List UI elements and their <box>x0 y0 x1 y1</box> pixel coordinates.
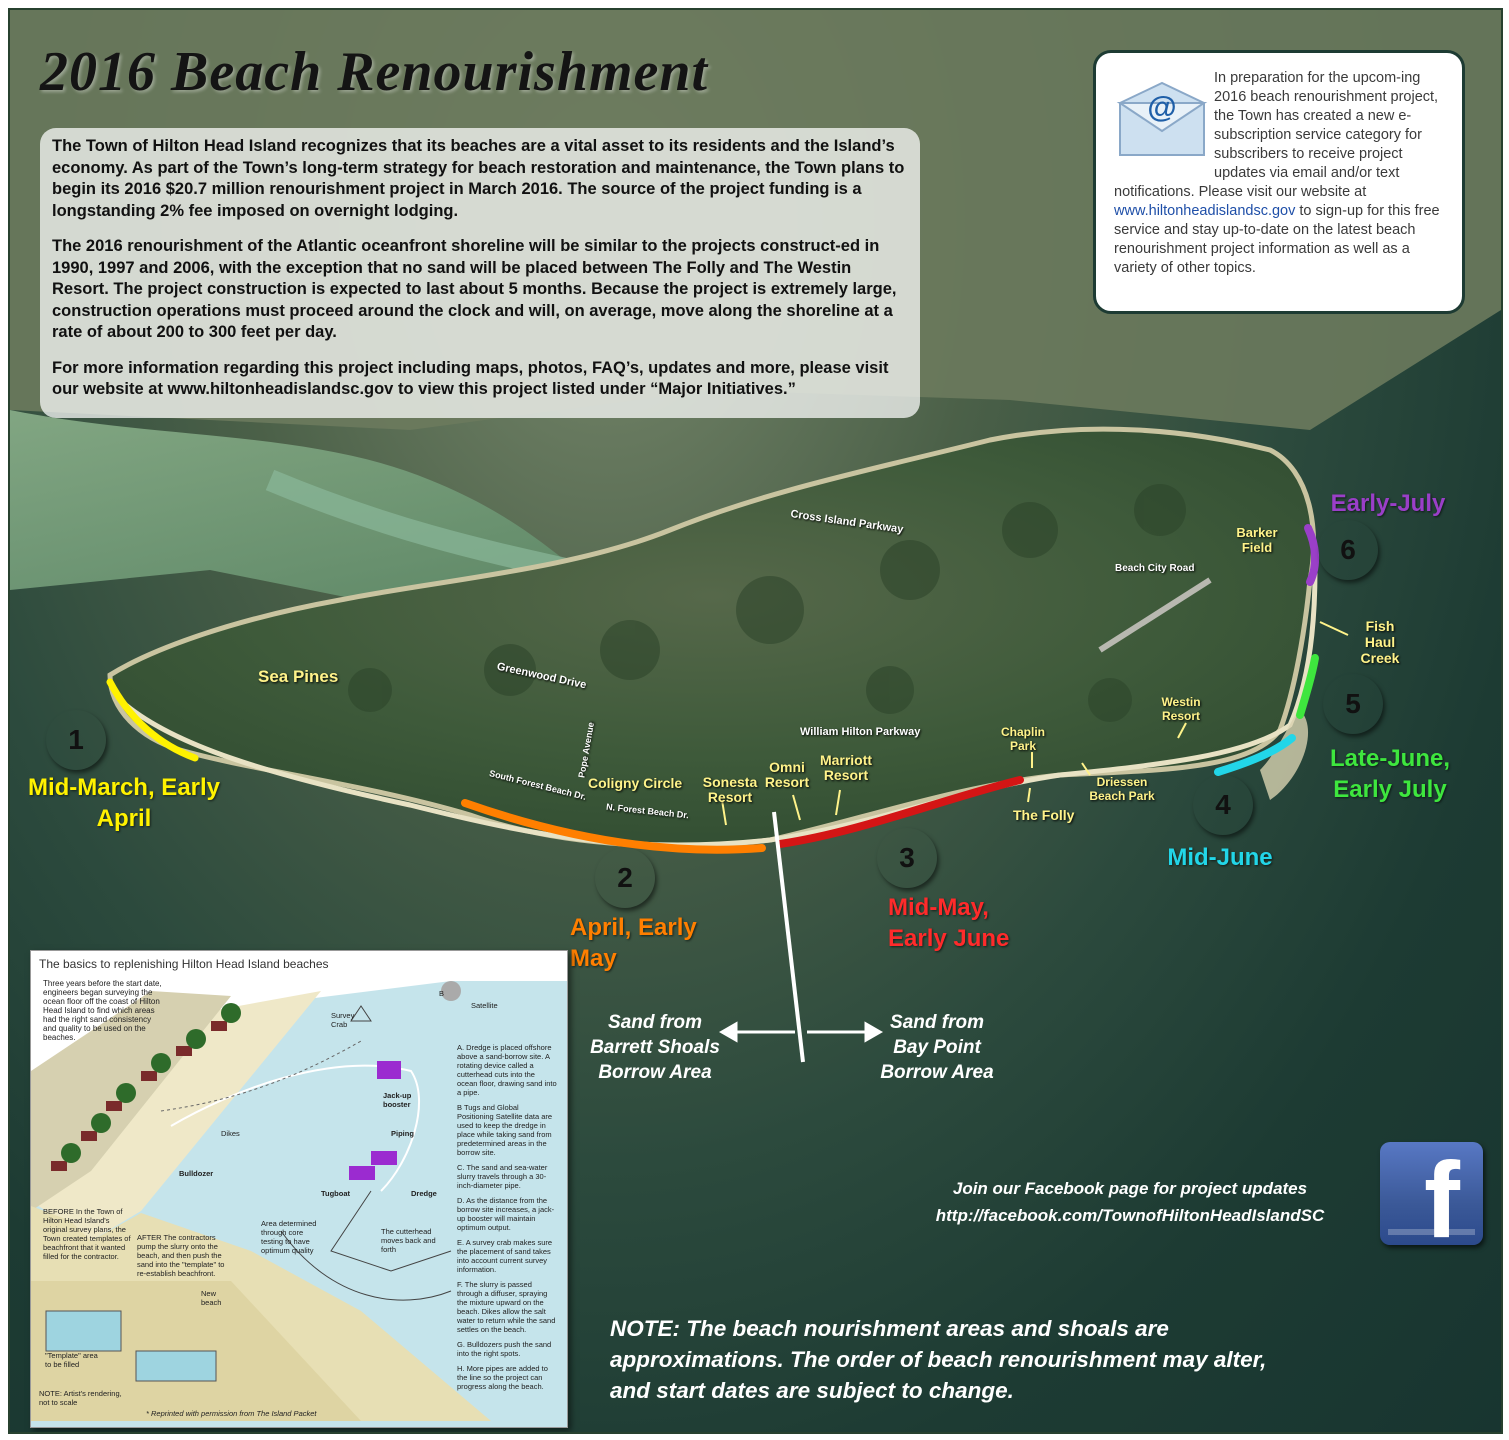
diagram-step-a: A. Dredge is placed offshore above a sand-borrow site. A rotating device called a cutterhead cuts into the ocean floor, drawing sand into a pipe. <box>457 1043 557 1097</box>
diagram-before-label: BEFORE In the Town of Hilton Head Island's original survey plans, the Town created templates of beachfront that it wanted filled for the contractor. <box>43 1207 131 1261</box>
borrow-divider <box>774 812 803 1062</box>
label-chaplin-park: Chaplin Park <box>1001 725 1045 753</box>
diagram-survey-crab-label: Survey Crab <box>331 1011 355 1029</box>
diagram-jackup-label: Jack-up booster <box>383 1091 412 1109</box>
diagram-dredge-label: Dredge <box>411 1189 437 1198</box>
phase-5-label: Late-June, Early July <box>1329 745 1451 803</box>
phase-4-badge: 4 <box>1193 775 1253 835</box>
phase-3-badge: 3 <box>877 828 937 888</box>
diagram-bulldozer-label: Bulldozer <box>179 1169 214 1178</box>
sand-source-bay-point: Sand from Bay Point Borrow Area <box>880 1012 994 1083</box>
diagram-tugboat-label: Tugboat <box>321 1189 351 1198</box>
road-pope-avenue: Pope Avenue <box>576 721 596 779</box>
intro-paragraph-2: The 2016 renourishment of the Atlantic oceanfront shoreline will be similar to the projects construct-ed in 1990, 1997 and 2006, with the exception that no sand will be placed between The Folly and The Westin Resort. The project construction is expected to last about 5 months. Because the project is extremely large, construction operations must proceed around the clock and will, on average, move along the shoreline at a rate of about 200 to 300 feet per day. <box>52 237 897 341</box>
label-barker-field: Barker Field <box>1236 525 1278 555</box>
diagram-dikes-label: Dikes <box>221 1129 240 1138</box>
phase-6-label: Early-July <box>1330 490 1446 517</box>
diagram-title: The basics to replenishing Hilton Head Island beaches <box>39 957 329 971</box>
phase-2-badge: 2 <box>595 848 655 908</box>
label-sea-pines: Sea Pines <box>258 667 339 686</box>
diagram-after-label: AFTER The contractors pump the slurry onto the beach, and then push the sand into the "template" to re-establish beachfront. <box>137 1233 225 1278</box>
diagram-step-d: D. As the distance from the borrow site increases, a jack-up booster will maintain optimum output. <box>457 1196 555 1232</box>
road-william-hilton-parkway: William Hilton Parkway <box>800 726 921 738</box>
phase-1-badge: 1 <box>46 710 106 770</box>
diagram-credit: * Reprinted with permission from The Island Packet <box>146 1409 317 1418</box>
website-link[interactable]: www.hiltonheadislandsc.gov <box>1114 203 1296 219</box>
diagram-intro: Three years before the start date, engineers began surveying the ocean floor off the coast of Hilton Head Island to find which areas had the right sand consistency and quality to be used on the beaches. <box>43 979 162 1042</box>
facebook-url[interactable]: http://facebook.com/TownofHiltonHeadIslandSC <box>935 1206 1325 1225</box>
arrow-left-icon <box>722 1024 795 1040</box>
diagram-satellite-label: Satellite <box>471 1001 498 1010</box>
label-coligny-circle: Coligny Circle <box>588 775 683 791</box>
diagram-step-c: C. The sand and sea-water slurry travels through a 30-inch-diameter pipe. <box>457 1163 548 1190</box>
diagram-step-e: E. A survey crab makes sure the placement of sand takes into account current survey information. <box>457 1238 553 1274</box>
facebook-icon[interactable]: f <box>1380 1142 1483 1245</box>
intro-panel <box>40 128 920 418</box>
disclaimer-note: NOTE: The beach nourishment areas and shoals are approximations. The order of beach renourishment may alter, and start dates are subject to change. <box>610 1316 1267 1403</box>
phase-6-badge: 6 <box>1318 520 1378 580</box>
label-driessen-beach-park: Driessen Beach Park <box>1089 775 1155 803</box>
diagram-new-beach-label: New beach <box>201 1289 222 1307</box>
diagram-step-f: F. The slurry is passed through a diffuser, spraying the mixture upward on the beach. Dikes allow the salt water to return while the sand settles on the beach. <box>457 1280 556 1334</box>
phase-3-label: Mid-May, Early June <box>888 894 1010 952</box>
diagram-step-h: H. More pipes are added to the line so the project can progress along the beach. <box>457 1364 548 1391</box>
phase-1-label: Mid-March, Early April <box>27 774 221 832</box>
diagram-template-label: "Template" area to be filled <box>45 1351 98 1369</box>
notice-text-after: to sign-up for this free service and stay up-to-date on the latest beach renourishment project information as well as a variety of other topics. <box>1114 203 1440 276</box>
sand-source-barrett-shoals: Sand from Barrett Shoals Borrow Area <box>590 1012 720 1083</box>
diagram-note-label: NOTE: Artist's rendering, not to scale <box>39 1389 122 1407</box>
diagram-piping-label: Piping <box>391 1129 414 1138</box>
road-cross-island-parkway: Cross Island Parkway <box>789 508 905 536</box>
page-title: 2016 Beach Renourishment <box>40 41 709 103</box>
renourishment-process-diagram <box>30 950 568 1428</box>
diagram-cutterhead-label: The cutterhead moves back and forth <box>381 1227 436 1254</box>
phase-2-label: April, Early May <box>570 914 697 972</box>
label-westin-resort: Westin Resort <box>1161 695 1201 723</box>
label-sonesta-resort: Sonesta Resort <box>702 774 758 805</box>
diagram-core-area-label: Area determined through core testing to have optimum quality <box>261 1219 317 1255</box>
subscription-notice <box>1093 50 1465 314</box>
svg-text:@: @ <box>1147 91 1177 124</box>
road-beach-city-road: Beach City Road <box>1115 563 1195 574</box>
diagram-b-letter: B <box>439 989 445 998</box>
facebook-promo <box>890 1175 1370 1229</box>
intro-paragraph-3: For more information regarding this project including maps, photos, FAQ’s, updates and more, please visit our website at www.hiltonheadislandsc.gov to view this project listed under “Major Initiatives.” <box>52 358 889 398</box>
map-poster <box>8 8 1503 1434</box>
email-envelope-icon <box>1114 69 1214 169</box>
diagram-step-g: G. Bulldozers push the sand into the right spots. <box>457 1340 552 1358</box>
label-marriott-resort: Marriott Resort <box>819 752 873 783</box>
diagram-steps-list <box>457 1043 557 1397</box>
facebook-promo-line1: Join our Facebook page for project updates <box>952 1179 1308 1198</box>
road-north-forest-beach-dr: N. Forest Beach Dr. <box>605 801 690 821</box>
label-omni-resort: Omni Resort <box>764 759 810 790</box>
notice-text <box>1114 69 1444 278</box>
diagram-step-b: B Tugs and Global Positioning Satellite data are used to keep the dredge in place while taking sand from predetermined areas in the borrow site. <box>457 1103 553 1157</box>
label-the-folly: The Folly <box>1013 807 1075 823</box>
label-fish-haul-creek: Fish Haul Creek <box>1360 618 1400 666</box>
intro-paragraph-1: The Town of Hilton Head Island recognizes that its beaches are a vital asset to its residents and the Island’s economy. As part of the Town’s long-term strategy for beach restoration and maintenance, the Town plans to begin its 2016 $20.7 million renourishment project in March 2016. The source of the project funding is a longstanding 2% fee imposed on overnight lodging. <box>52 137 905 220</box>
arrow-right-icon <box>807 1024 880 1040</box>
phase-5-badge: 5 <box>1323 674 1383 734</box>
phase-4-label: Mid-June <box>1167 844 1273 871</box>
road-south-forest-beach-dr: South Forest Beach Dr. <box>488 768 588 802</box>
road-greenwood-drive: Greenwood Drive <box>495 660 588 692</box>
notice-text-before: In preparation for the upcom-ing 2016 beach renourishment project, the Town has created a new e-subscription service category for subscribers to receive project updates via email and/or text notifications. Please visit our website at <box>1114 70 1439 200</box>
